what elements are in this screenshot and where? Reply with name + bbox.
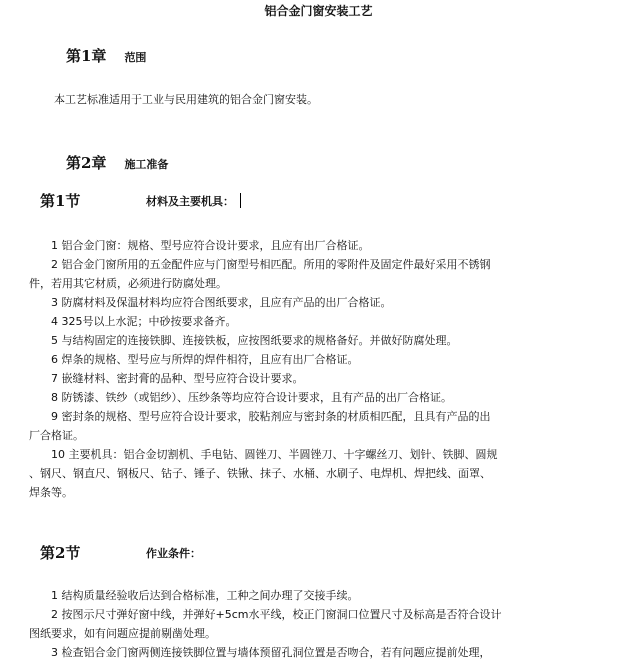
section-number: 第1节 — [40, 192, 81, 210]
list-item: 10 主要机具：铝合金切割机、手电钻、圆锉刀、半圆锉刀、十字螺丝刀、划针、铁脚、圆规 — [51, 448, 498, 461]
list-item: 3 防腐材料及保温材料均应符合图纸要求，且应有产品的出厂合格证。 — [51, 296, 392, 309]
list-item: 9 密封条的规格、型号应符合设计要求，胶粘剂应与密封条的材质相匹配，且具有产品的出 — [51, 410, 491, 423]
list-item-continuation: 、钢尺、钢直尺、钢板尺、钻子、锤子、铁锹、抹子、水桶、水刷子、电焊机、焊把线、面罩、 — [29, 467, 491, 480]
section-2-heading — [40, 543, 201, 563]
list-item-continuation: 焊条等。 — [29, 486, 73, 499]
section-1-heading — [40, 191, 234, 211]
chapter-1-heading — [66, 46, 146, 68]
list-item: 1 结构质量经验收后达到合格标准，工种之间办理了交接手续。 — [51, 589, 359, 602]
section-number: 第2节 — [40, 544, 81, 562]
conditions-list — [29, 586, 589, 662]
intro-paragraph: 本工艺标准适用于工业与民用建筑的铝合金门窗安装。 — [54, 93, 318, 106]
list-item-continuation: 件，若用其它材质，必须进行防腐处理。 — [29, 277, 227, 290]
section-title: 作业条件： — [146, 547, 201, 560]
chapter-number: 第1章 — [66, 47, 107, 65]
text-cursor — [240, 193, 241, 208]
list-item: 2 铝合金门窗所用的五金配件应与门窗型号相匹配。所用的零附件及固定件最好采用不锈钢 — [51, 258, 491, 271]
materials-list — [29, 236, 589, 502]
list-item: 7 嵌缝材料、密封膏的品种、型号应符合设计要求。 — [51, 372, 304, 385]
list-item: 3 检查铝合金门窗两侧连接铁脚位置与墙体预留孔洞位置是否吻合，若有问题应提前处理， — [51, 646, 491, 659]
list-item-continuation: 图纸要求，如有问题应提前剔凿处理。 — [29, 627, 216, 640]
chapter-2-heading — [66, 153, 168, 175]
list-item-continuation: 厂合格证。 — [29, 429, 84, 442]
list-item: 1 铝合金门窗：规格、型号应符合设计要求，且应有出厂合格证。 — [51, 239, 370, 252]
list-item: 8 防锈漆、铁纱（或铝纱）、压纱条等均应符合设计要求，且有产品的出厂合格证。 — [51, 391, 452, 404]
list-item: 4 325号以上水泥；中砂按要求备齐。 — [51, 315, 237, 328]
document-title: 铝合金门窗安装工艺 — [264, 4, 373, 18]
chapter-title: 范围 — [124, 51, 147, 64]
section-title: 材料及主要机具： — [146, 195, 234, 208]
list-item: 5 与结构固定的连接铁脚、连接铁板，应按图纸要求的规格备好。并做好防腐处理。 — [51, 334, 458, 347]
list-item: 2 按图示尺寸弹好窗中线，并弹好+5cm水平线，校正门窗洞口位置尺寸及标高是否符合设计 — [51, 608, 502, 621]
chapter-number: 第2章 — [66, 154, 107, 172]
chapter-title: 施工准备 — [124, 158, 169, 171]
list-item: 6 焊条的规格、型号应与所焊的焊件相符，且应有出厂合格证。 — [51, 353, 359, 366]
